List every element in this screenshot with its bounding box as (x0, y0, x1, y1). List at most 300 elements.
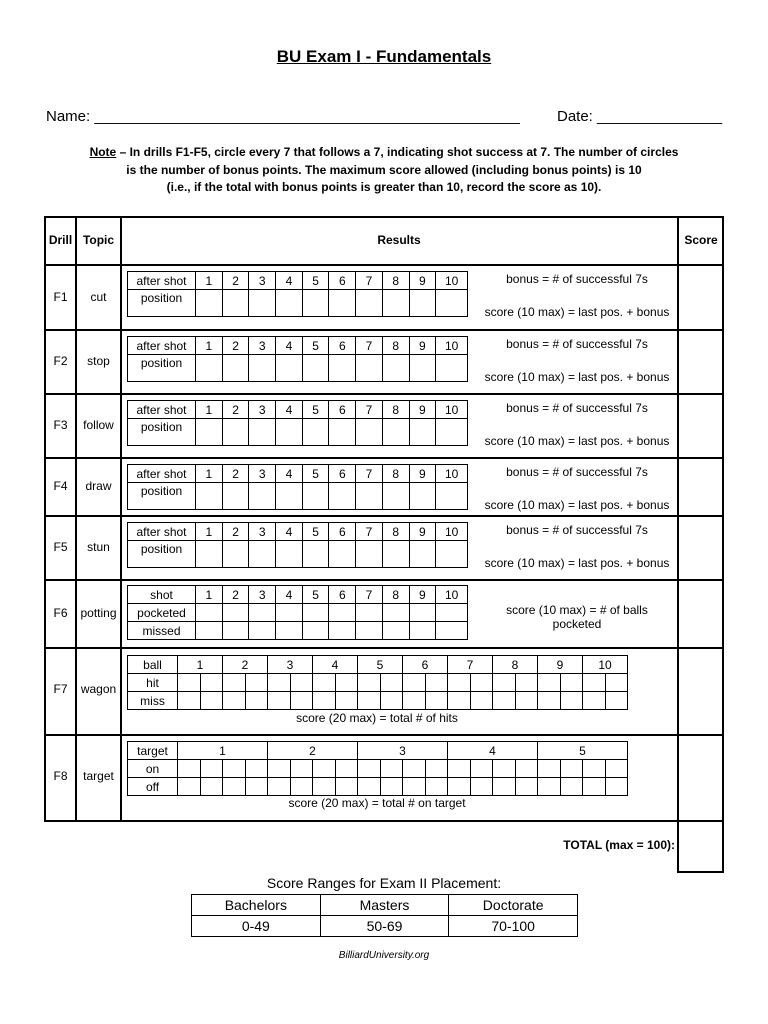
target-cell[interactable] (403, 760, 426, 778)
date-field-line[interactable]: Date: _______________ (557, 108, 723, 125)
shot-number: 1 (196, 586, 223, 604)
shot-number: 4 (276, 523, 303, 541)
shot-number: 8 (382, 586, 409, 604)
drill-label-f8: F8 (53, 769, 68, 783)
wagon-cell[interactable] (200, 692, 223, 710)
f8-score-rule: score (20 max) = total # on target (288, 796, 466, 810)
shot-number: 8 (382, 465, 409, 483)
wagon-cell[interactable] (290, 692, 313, 710)
target-cell[interactable] (245, 778, 268, 796)
topic-label-f8: target (83, 769, 114, 783)
wagon-row-label: ball (128, 656, 178, 674)
wagon-cell[interactable] (515, 674, 538, 692)
shot-number: 5 (302, 465, 329, 483)
shot-number: 8 (382, 337, 409, 355)
position-cell[interactable] (356, 355, 383, 382)
score-rule: score (10 max) = last pos. + bonus (484, 305, 670, 319)
bonus-rule: bonus = # of successful 7s (506, 465, 648, 479)
wagon-cell[interactable] (560, 692, 583, 710)
position-cell[interactable] (329, 290, 356, 317)
position-cell[interactable] (382, 290, 409, 317)
target-cell[interactable] (605, 760, 628, 778)
total-label: TOTAL (max = 100): (563, 838, 675, 852)
shot-number: 2 (222, 337, 249, 355)
wagon-cell[interactable] (178, 692, 201, 710)
shot-number: 3 (249, 272, 276, 290)
position-cell[interactable] (249, 541, 276, 568)
row-divider (44, 734, 724, 736)
wagon-cell[interactable] (470, 692, 493, 710)
wagon-cell[interactable] (448, 674, 471, 692)
target-row-label: target (128, 742, 178, 760)
position-cell[interactable] (329, 419, 356, 446)
position-label: position (128, 290, 196, 317)
position-cell[interactable] (382, 419, 409, 446)
wagon-cell[interactable] (245, 692, 268, 710)
position-cell[interactable] (222, 541, 249, 568)
total-score-box[interactable] (677, 821, 724, 873)
target-cell[interactable] (538, 778, 561, 796)
target-cell[interactable] (560, 760, 583, 778)
shot-number: 10 (436, 465, 468, 483)
position-cell[interactable] (436, 355, 468, 382)
shot-number: 8 (382, 272, 409, 290)
wagon-cell[interactable] (515, 692, 538, 710)
wagon-cell[interactable] (313, 674, 336, 692)
target-cell[interactable] (335, 778, 358, 796)
wagon-cell[interactable] (178, 674, 201, 692)
wagon-number: 4 (313, 656, 358, 674)
position-cell[interactable] (302, 541, 329, 568)
wagon-cell[interactable] (223, 692, 246, 710)
target-cell[interactable] (560, 778, 583, 796)
position-cell[interactable] (222, 290, 249, 317)
drill-label-f2: F2 (53, 354, 68, 368)
position-cell[interactable] (329, 355, 356, 382)
wagon-cell[interactable] (425, 692, 448, 710)
shot-number: 10 (436, 586, 468, 604)
shot-number: 3 (249, 586, 276, 604)
row-divider (44, 579, 724, 581)
position-cell[interactable] (276, 355, 303, 382)
target-cell[interactable] (470, 778, 493, 796)
position-label: position (128, 355, 196, 382)
potting-row-label: missed (128, 622, 196, 640)
potting-cell[interactable] (302, 604, 329, 622)
wagon-number: 1 (178, 656, 223, 674)
wagon-cell[interactable] (335, 692, 358, 710)
potting-cell[interactable] (329, 622, 356, 640)
instructions-note (40, 144, 728, 197)
wagon-cell[interactable] (200, 674, 223, 692)
footer-site: BilliardUniversity.org (338, 950, 430, 961)
shot-grid-f5 (127, 522, 468, 568)
column-divider (120, 216, 122, 822)
drill-label-f5: F5 (53, 540, 68, 554)
name-field-line[interactable]: Name: ___________________________________________________ (46, 108, 520, 125)
potting-cell[interactable] (302, 622, 329, 640)
wagon-cell[interactable] (583, 692, 606, 710)
target-cell[interactable] (493, 760, 516, 778)
f6-score-line-2: pocketed (552, 617, 602, 631)
shot-number: 5 (302, 586, 329, 604)
row-divider (44, 647, 724, 649)
position-cell[interactable] (409, 419, 436, 446)
position-cell[interactable] (436, 290, 468, 317)
wagon-cell[interactable] (335, 674, 358, 692)
position-cell[interactable] (302, 483, 329, 510)
position-cell[interactable] (249, 419, 276, 446)
target-cell[interactable] (448, 778, 471, 796)
wagon-cell[interactable] (560, 674, 583, 692)
wagon-number: 10 (583, 656, 628, 674)
shot-number: 4 (276, 465, 303, 483)
potting-cell[interactable] (196, 622, 223, 640)
shot-number: 5 (302, 337, 329, 355)
after-shot-label: after shot (128, 523, 196, 541)
shot-number: 7 (356, 586, 383, 604)
shot-number: 10 (436, 272, 468, 290)
potting-cell[interactable] (409, 604, 436, 622)
position-label: position (128, 419, 196, 446)
target-cell[interactable] (268, 778, 291, 796)
shot-number: 2 (222, 272, 249, 290)
target-cell[interactable] (245, 760, 268, 778)
bonus-rule: bonus = # of successful 7s (506, 337, 648, 351)
shot-number: 6 (329, 586, 356, 604)
target-cell[interactable] (358, 760, 381, 778)
position-cell[interactable] (356, 541, 383, 568)
wagon-number: 8 (493, 656, 538, 674)
column-divider (75, 216, 77, 822)
position-cell[interactable] (196, 290, 223, 317)
target-cell[interactable] (313, 778, 336, 796)
position-cell[interactable] (329, 541, 356, 568)
shot-grid-f1 (127, 271, 468, 317)
shot-number: 3 (249, 523, 276, 541)
position-cell[interactable] (356, 483, 383, 510)
position-cell[interactable] (222, 355, 249, 382)
target-cell[interactable] (538, 760, 561, 778)
wagon-number: 2 (223, 656, 268, 674)
shot-grid-f4 (127, 464, 468, 510)
potting-grid (127, 585, 468, 640)
potting-cell[interactable] (382, 622, 409, 640)
target-cell[interactable] (313, 760, 336, 778)
position-cell[interactable] (436, 419, 468, 446)
position-cell[interactable] (196, 419, 223, 446)
wagon-row-label: hit (128, 674, 178, 692)
position-cell[interactable] (302, 355, 329, 382)
wagon-cell[interactable] (605, 692, 628, 710)
shot-number: 10 (436, 523, 468, 541)
header-results: Results (377, 233, 421, 247)
row-divider (44, 393, 724, 395)
note-line-2: is the number of bonus points. The maximum score allowed (including bonus points) is 10 (126, 162, 642, 177)
potting-row-label: pocketed (128, 604, 196, 622)
after-shot-label: after shot (128, 465, 196, 483)
position-cell[interactable] (196, 541, 223, 568)
potting-cell[interactable] (382, 604, 409, 622)
range-value-bachelors: 0-49 (192, 916, 321, 937)
position-cell[interactable] (222, 419, 249, 446)
target-cell[interactable] (470, 760, 493, 778)
position-cell[interactable] (302, 290, 329, 317)
position-cell[interactable] (329, 483, 356, 510)
shot-number: 8 (382, 401, 409, 419)
wagon-cell[interactable] (538, 674, 561, 692)
target-cell[interactable] (380, 778, 403, 796)
range-header-masters: Masters (320, 895, 449, 916)
target-cell[interactable] (493, 778, 516, 796)
wagon-cell[interactable] (493, 692, 516, 710)
position-cell[interactable] (356, 419, 383, 446)
potting-cell[interactable] (196, 604, 223, 622)
wagon-cell[interactable] (380, 692, 403, 710)
score-ranges-table (191, 894, 578, 937)
score-rule: score (10 max) = last pos. + bonus (484, 434, 670, 448)
shot-number: 2 (222, 523, 249, 541)
wagon-cell[interactable] (425, 674, 448, 692)
wagon-grid (127, 655, 628, 710)
wagon-number: 7 (448, 656, 493, 674)
shot-number: 5 (302, 523, 329, 541)
shot-grid-f3 (127, 400, 468, 446)
potting-cell[interactable] (222, 622, 249, 640)
wagon-number: 5 (358, 656, 403, 674)
wagon-cell[interactable] (403, 692, 426, 710)
bonus-rule: bonus = # of successful 7s (506, 272, 648, 286)
target-cell[interactable] (358, 778, 381, 796)
target-number: 4 (448, 742, 538, 760)
target-cell[interactable] (583, 760, 606, 778)
wagon-row-label: miss (128, 692, 178, 710)
row-divider (44, 457, 724, 459)
topic-label-f2: stop (87, 354, 110, 368)
position-cell[interactable] (409, 541, 436, 568)
wagon-number: 9 (538, 656, 583, 674)
after-shot-label: after shot (128, 401, 196, 419)
position-cell[interactable] (436, 541, 468, 568)
potting-cell[interactable] (276, 622, 303, 640)
score-rule: score (10 max) = last pos. + bonus (484, 498, 670, 512)
wagon-cell[interactable] (403, 674, 426, 692)
position-cell[interactable] (382, 355, 409, 382)
position-cell[interactable] (382, 541, 409, 568)
potting-cell[interactable] (329, 604, 356, 622)
wagon-cell[interactable] (380, 674, 403, 692)
shot-number: 6 (329, 523, 356, 541)
shot-number: 2 (222, 401, 249, 419)
score-rule: score (10 max) = last pos. + bonus (484, 370, 670, 384)
wagon-cell[interactable] (245, 674, 268, 692)
position-cell[interactable] (436, 483, 468, 510)
target-cell[interactable] (200, 778, 223, 796)
shot-number: 9 (409, 465, 436, 483)
drill-label-f6: F6 (53, 606, 68, 620)
drill-label-f4: F4 (53, 479, 68, 493)
wagon-cell[interactable] (313, 692, 336, 710)
wagon-cell[interactable] (223, 674, 246, 692)
target-cell[interactable] (380, 760, 403, 778)
shot-number: 7 (356, 272, 383, 290)
shot-number: 6 (329, 465, 356, 483)
wagon-cell[interactable] (358, 674, 381, 692)
target-cell[interactable] (425, 760, 448, 778)
target-cell[interactable] (178, 760, 201, 778)
shot-number: 1 (196, 401, 223, 419)
target-cell[interactable] (515, 760, 538, 778)
target-grid (127, 741, 628, 796)
topic-label-f7: wagon (80, 682, 117, 696)
shot-number: 9 (409, 272, 436, 290)
row-divider (44, 329, 724, 331)
position-cell[interactable] (222, 483, 249, 510)
target-row-label: on (128, 760, 178, 778)
shot-number: 4 (276, 337, 303, 355)
wagon-cell[interactable] (493, 674, 516, 692)
target-cell[interactable] (268, 760, 291, 778)
position-cell[interactable] (409, 483, 436, 510)
position-cell[interactable] (249, 290, 276, 317)
target-cell[interactable] (178, 778, 201, 796)
shot-number: 2 (222, 465, 249, 483)
score-rule: score (10 max) = last pos. + bonus (484, 556, 670, 570)
potting-cell[interactable] (222, 604, 249, 622)
target-number: 5 (538, 742, 628, 760)
position-label: position (128, 541, 196, 568)
target-cell[interactable] (200, 760, 223, 778)
potting-cell[interactable] (356, 622, 383, 640)
shot-number: 9 (409, 586, 436, 604)
shot-number: 7 (356, 337, 383, 355)
position-cell[interactable] (196, 483, 223, 510)
wagon-cell[interactable] (605, 674, 628, 692)
target-cell[interactable] (515, 778, 538, 796)
shot-grid-f2 (127, 336, 468, 382)
position-cell[interactable] (249, 355, 276, 382)
position-cell[interactable] (276, 419, 303, 446)
bonus-rule: bonus = # of successful 7s (506, 523, 648, 537)
row-divider (44, 264, 724, 266)
shot-number: 1 (196, 272, 223, 290)
shot-number: 3 (249, 401, 276, 419)
position-cell[interactable] (302, 419, 329, 446)
wagon-cell[interactable] (470, 674, 493, 692)
position-cell[interactable] (382, 483, 409, 510)
range-header-doctorate: Doctorate (449, 895, 578, 916)
row-divider (44, 515, 724, 517)
shot-number: 3 (249, 465, 276, 483)
shot-number: 1 (196, 337, 223, 355)
target-cell[interactable] (403, 778, 426, 796)
potting-cell[interactable] (249, 604, 276, 622)
wagon-cell[interactable] (448, 692, 471, 710)
shot-number: 6 (329, 337, 356, 355)
target-cell[interactable] (223, 778, 246, 796)
target-row-label: off (128, 778, 178, 796)
topic-label-f6: potting (80, 606, 117, 620)
shot-number: 9 (409, 523, 436, 541)
target-cell[interactable] (605, 778, 628, 796)
header-score: Score (684, 233, 718, 247)
shot-number: 8 (382, 523, 409, 541)
topic-label-f5: stun (87, 540, 110, 554)
drill-label-f7: F7 (53, 682, 68, 696)
shot-number: 10 (436, 401, 468, 419)
note-line-1: – In drills F1-F5, circle every 7 that follows a 7, indicating shot success at 7. The number of circles (116, 145, 679, 159)
target-cell[interactable] (223, 760, 246, 778)
topic-label-f1: cut (90, 290, 107, 304)
shot-number: 4 (276, 401, 303, 419)
f7-score-rule: score (20 max) = total # of hits (296, 711, 458, 725)
bonus-rule: bonus = # of successful 7s (506, 401, 648, 415)
f6-score-rule (470, 603, 684, 631)
position-cell[interactable] (356, 290, 383, 317)
potting-cell[interactable] (436, 604, 468, 622)
target-cell[interactable] (335, 760, 358, 778)
position-label: position (128, 483, 196, 510)
wagon-cell[interactable] (538, 692, 561, 710)
position-cell[interactable] (276, 483, 303, 510)
position-cell[interactable] (276, 290, 303, 317)
target-number: 3 (358, 742, 448, 760)
potting-cell[interactable] (356, 604, 383, 622)
shot-number: 2 (222, 586, 249, 604)
wagon-cell[interactable] (268, 692, 291, 710)
potting-cell[interactable] (409, 622, 436, 640)
shot-number: 9 (409, 401, 436, 419)
drill-label-f1: F1 (53, 290, 68, 304)
position-cell[interactable] (196, 355, 223, 382)
position-cell[interactable] (409, 355, 436, 382)
shot-number: 7 (356, 523, 383, 541)
range-value-masters: 50-69 (320, 916, 449, 937)
shot-number: 10 (436, 337, 468, 355)
after-shot-label: after shot (128, 337, 196, 355)
wagon-cell[interactable] (358, 692, 381, 710)
topic-label-f3: follow (83, 418, 114, 432)
shot-number: 9 (409, 337, 436, 355)
position-cell[interactable] (249, 483, 276, 510)
potting-cell[interactable] (436, 622, 468, 640)
shot-number: 7 (356, 465, 383, 483)
shot-number: 1 (196, 465, 223, 483)
ranges-title: Score Ranges for Exam II Placement: (266, 875, 502, 891)
potting-cell[interactable] (249, 622, 276, 640)
shot-number: 7 (356, 401, 383, 419)
range-header-bachelors: Bachelors (192, 895, 321, 916)
wagon-cell[interactable] (583, 674, 606, 692)
page-title: BU Exam I - Fundamentals (276, 47, 492, 66)
potting-row-label: shot (128, 586, 196, 604)
target-cell[interactable] (583, 778, 606, 796)
position-cell[interactable] (276, 541, 303, 568)
target-cell[interactable] (425, 778, 448, 796)
target-cell[interactable] (448, 760, 471, 778)
wagon-number: 6 (403, 656, 448, 674)
shot-number: 5 (302, 401, 329, 419)
potting-cell[interactable] (276, 604, 303, 622)
shot-number: 3 (249, 337, 276, 355)
wagon-cell[interactable] (268, 674, 291, 692)
wagon-cell[interactable] (290, 674, 313, 692)
header-drill: Drill (48, 233, 73, 247)
position-cell[interactable] (409, 290, 436, 317)
target-cell[interactable] (290, 778, 313, 796)
target-cell[interactable] (290, 760, 313, 778)
f6-score-line-1: score (10 max) = # of balls (506, 603, 648, 617)
